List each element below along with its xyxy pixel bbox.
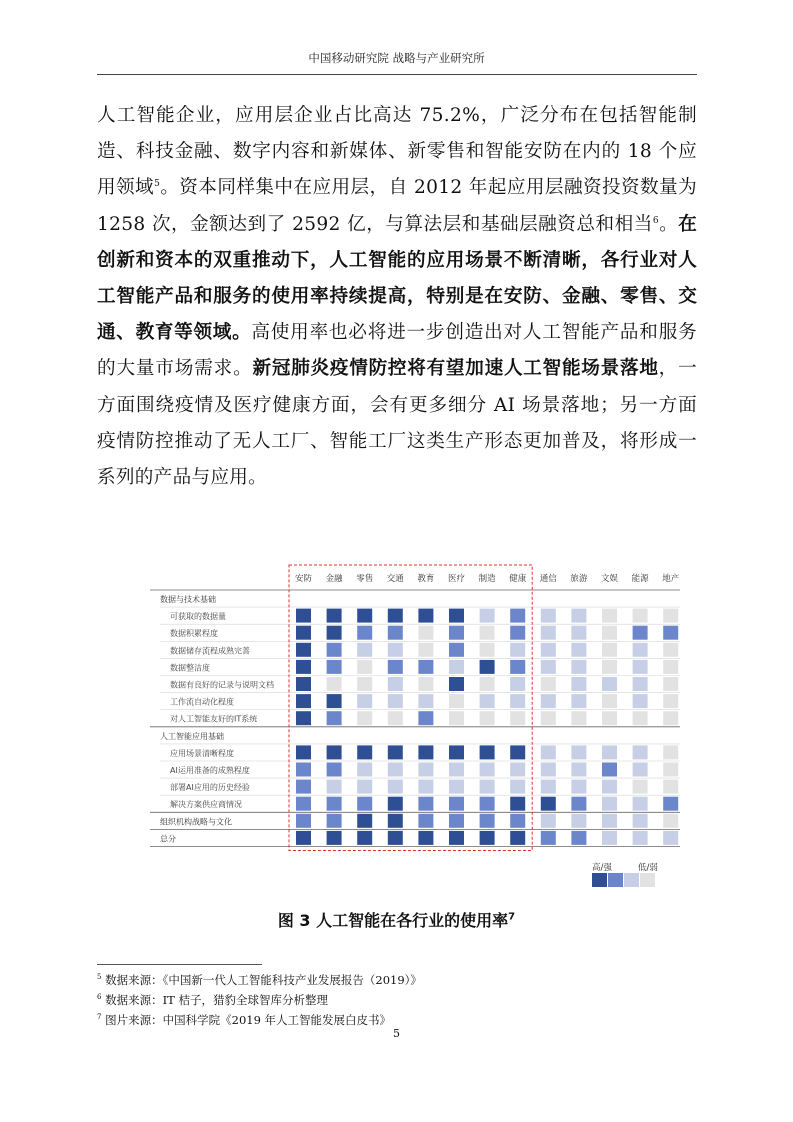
legend-high-label: 高/强 bbox=[592, 863, 612, 873]
heatmap-cell bbox=[633, 711, 648, 725]
bold-statement-1: 在创新和资本的双重推动下，人工智能的应用场景不断清晰，各行业对人工智能产品和服务的使用率持续提高，特别是在安防、金融、零售、交通、教育等领域。 bbox=[97, 213, 697, 344]
heatmap-cell bbox=[510, 780, 525, 794]
heatmap-cell bbox=[327, 694, 342, 708]
body-paragraph bbox=[97, 98, 697, 496]
heatmap-cell bbox=[357, 626, 372, 640]
industry-label: 文娱 bbox=[600, 574, 619, 584]
heatmap-cell bbox=[357, 814, 372, 828]
heatmap-cell bbox=[388, 677, 403, 691]
industry-label: 零售 bbox=[356, 574, 374, 584]
heatmap-cell bbox=[327, 609, 342, 623]
heatmap-cell bbox=[480, 763, 495, 777]
heatmap-cell bbox=[327, 626, 342, 640]
heatmap-cell bbox=[357, 797, 372, 811]
industry-label: 制造 bbox=[478, 574, 496, 584]
heatmap-cell bbox=[296, 626, 311, 640]
heatmap-cell bbox=[418, 780, 433, 794]
heatmap-cell bbox=[296, 831, 311, 845]
heatmap-cell bbox=[449, 677, 464, 691]
heatmap-cell bbox=[541, 763, 556, 777]
heatmap-cell bbox=[510, 694, 525, 708]
heatmap-cell bbox=[480, 831, 495, 845]
heatmap-cell bbox=[296, 711, 311, 725]
footnote-divider bbox=[97, 964, 262, 965]
heatmap-cell bbox=[510, 797, 525, 811]
heatmap-cell bbox=[449, 660, 464, 674]
heatmap-cell bbox=[602, 626, 617, 640]
heatmap-cell bbox=[602, 745, 617, 759]
heatmap-cell bbox=[327, 711, 342, 725]
row-label: 解决方案供应商情况 bbox=[170, 800, 242, 810]
heatmap-cell bbox=[388, 643, 403, 657]
heatmap-cell bbox=[449, 626, 464, 640]
highlight-box bbox=[289, 565, 532, 851]
heatmap-cell bbox=[357, 711, 372, 725]
heatmap-cell bbox=[480, 626, 495, 640]
heatmap-cell bbox=[602, 643, 617, 657]
heatmap-cell bbox=[510, 831, 525, 845]
heatmap-cell bbox=[663, 780, 678, 794]
heatmap-cell bbox=[480, 609, 495, 623]
heatmap-cell bbox=[633, 797, 648, 811]
heatmap-cell bbox=[602, 814, 617, 828]
heatmap-cell bbox=[388, 711, 403, 725]
header-divider bbox=[97, 74, 697, 75]
heatmap-cell bbox=[602, 694, 617, 708]
heatmap-cell bbox=[571, 797, 586, 811]
caption-prefix: 图 3 bbox=[277, 911, 311, 930]
heatmap-cell bbox=[633, 814, 648, 828]
heatmap-cell bbox=[510, 763, 525, 777]
row-label: 工作流自动化程度 bbox=[170, 697, 234, 707]
footnote-5: $^5$ 数据来源：《中国新一代人工智能科技产业发展报告（2019）》 bbox=[97, 972, 422, 987]
heatmap-cell bbox=[388, 797, 403, 811]
heatmap-cell bbox=[541, 831, 556, 845]
heatmap-cell bbox=[418, 626, 433, 640]
row-label: 部署AI应用的历史经验 bbox=[170, 783, 250, 793]
row-label: 数据积累程度 bbox=[170, 629, 218, 639]
row-label: 总分 bbox=[160, 834, 176, 844]
heatmap-cell bbox=[541, 694, 556, 708]
heatmap-cell bbox=[449, 711, 464, 725]
footnote-ref-5[interactable]: 5 bbox=[154, 179, 161, 190]
heatmap-cell bbox=[663, 694, 678, 708]
heatmap-cell bbox=[541, 643, 556, 657]
heatmap-cell bbox=[480, 745, 495, 759]
heatmap-cell bbox=[510, 745, 525, 759]
legend-swatch bbox=[608, 873, 623, 887]
body-text-2: 。资本同样集中在应用层，自 2012 年起应用层融资投资数量为 1258 次，金额达到了 2592 亿，与算法层和基础层融资总和相当 bbox=[97, 177, 697, 235]
heatmap-cell bbox=[633, 643, 648, 657]
heatmap-cell bbox=[571, 780, 586, 794]
heatmap-cell bbox=[602, 660, 617, 674]
heatmap-cell bbox=[541, 780, 556, 794]
heatmap-cell bbox=[296, 660, 311, 674]
heatmap-cell bbox=[541, 626, 556, 640]
heatmap-cell bbox=[541, 711, 556, 725]
heatmap-cell bbox=[418, 797, 433, 811]
heatmap-cell bbox=[296, 643, 311, 657]
heatmap-cell bbox=[388, 660, 403, 674]
heatmap-cell bbox=[296, 763, 311, 777]
heatmap-cell bbox=[480, 694, 495, 708]
heatmap-cell bbox=[480, 797, 495, 811]
heatmap-cell bbox=[327, 660, 342, 674]
heatmap-cell bbox=[663, 831, 678, 845]
footnote-6: $^6$ 数据来源：IT 桔子，猎豹全球智库分析整理 bbox=[97, 992, 328, 1007]
heatmap-cell bbox=[418, 660, 433, 674]
footnotes bbox=[97, 969, 422, 1028]
body-text-3: 。 bbox=[658, 213, 679, 235]
heatmap-cell bbox=[541, 677, 556, 691]
heatmap-cell bbox=[449, 831, 464, 845]
heatmap-cell bbox=[388, 780, 403, 794]
footnote-7: $^7$ 图片来源：中国科学院《2019 年人工智能发展白皮书》 bbox=[97, 1012, 392, 1027]
heatmap-cell bbox=[602, 763, 617, 777]
heatmap-cell bbox=[388, 763, 403, 777]
industry-label: 通信 bbox=[539, 574, 557, 584]
heatmap-cell bbox=[418, 609, 433, 623]
heatmap-cell bbox=[633, 609, 648, 623]
heatmap-cell bbox=[480, 814, 495, 828]
heatmap-cell bbox=[449, 609, 464, 623]
heatmap-cell bbox=[388, 814, 403, 828]
heatmap-cell bbox=[571, 677, 586, 691]
heatmap-cell bbox=[633, 626, 648, 640]
heatmap-cell bbox=[633, 694, 648, 708]
heatmap-cell bbox=[296, 677, 311, 691]
row-label: 应用场景清晰程度 bbox=[170, 748, 234, 758]
industry-label: 教育 bbox=[417, 574, 435, 584]
heatmap-cell bbox=[449, 780, 464, 794]
legend-swatch bbox=[640, 873, 655, 887]
industry-label: 交通 bbox=[386, 574, 404, 584]
heatmap-cell bbox=[633, 660, 648, 674]
row-label: 人工智能应用基础 bbox=[160, 731, 224, 741]
row-label: 对人工智能友好的IT系统 bbox=[170, 714, 258, 724]
heatmap-cell bbox=[571, 660, 586, 674]
heatmap-cell bbox=[418, 694, 433, 708]
heatmap-cell bbox=[327, 831, 342, 845]
heatmap-cell bbox=[296, 609, 311, 623]
heatmap-cell bbox=[418, 745, 433, 759]
heatmap-cell bbox=[449, 643, 464, 657]
industry-label: 安防 bbox=[294, 574, 313, 584]
heatmap-cell bbox=[327, 797, 342, 811]
heatmap-cell bbox=[571, 763, 586, 777]
row-label: 可获取的数据量 bbox=[170, 612, 226, 622]
industry-label: 医疗 bbox=[447, 574, 466, 584]
heatmap-cell bbox=[571, 745, 586, 759]
heatmap-cell bbox=[327, 780, 342, 794]
industry-label: 旅游 bbox=[570, 574, 588, 584]
heatmap-cell bbox=[510, 660, 525, 674]
figure-caption bbox=[0, 908, 793, 931]
heatmap-cell bbox=[663, 643, 678, 657]
page-number: 5 bbox=[393, 1027, 400, 1040]
running-header: 中国移动研究院 战略与产业研究所 bbox=[308, 51, 485, 65]
heatmap-cell bbox=[571, 626, 586, 640]
heatmap-cell bbox=[327, 745, 342, 759]
heatmap-cell bbox=[449, 763, 464, 777]
heatmap-cell bbox=[633, 763, 648, 777]
legend-low-label: 低/弱 bbox=[638, 863, 658, 873]
row-label: 数据与技术基础 bbox=[160, 595, 216, 604]
industry-label: 地产 bbox=[662, 574, 680, 584]
heatmap-cell bbox=[388, 745, 403, 759]
heatmap-cell bbox=[602, 831, 617, 845]
heatmap-cell bbox=[541, 660, 556, 674]
heatmap-cell bbox=[663, 677, 678, 691]
footnote-ref-6[interactable]: 6 bbox=[652, 215, 659, 226]
row-label: 组织机构战略与文化 bbox=[160, 817, 232, 827]
heatmap-cell bbox=[296, 814, 311, 828]
industry-label: 金融 bbox=[325, 574, 343, 584]
heatmap-cell bbox=[327, 814, 342, 828]
heatmap-cell bbox=[602, 609, 617, 623]
heatmap-cell bbox=[602, 780, 617, 794]
heatmap-cell bbox=[480, 711, 495, 725]
body-text-1: 人工智能企业，应用层企业占比高达 75.2%，广泛分布在包括智能制造、科技金融、数字内容和新媒体、新零售和智能安防在内的 18 个应用领域 bbox=[97, 105, 697, 199]
heatmap-cell bbox=[602, 711, 617, 725]
heatmap-cell bbox=[571, 643, 586, 657]
heatmap-cell bbox=[418, 831, 433, 845]
heatmap-cell bbox=[510, 711, 525, 725]
heatmap-cell bbox=[633, 780, 648, 794]
heatmap-cell bbox=[418, 677, 433, 691]
heatmap-cell bbox=[602, 677, 617, 691]
heatmap-cell bbox=[449, 797, 464, 811]
heatmap-cell bbox=[357, 831, 372, 845]
heatmap-cell bbox=[663, 711, 678, 725]
heatmap-cell bbox=[663, 626, 678, 640]
heatmap-cell bbox=[541, 814, 556, 828]
industry-label: 能源 bbox=[631, 574, 649, 584]
heatmap-cell bbox=[357, 643, 372, 657]
heatmap-cell bbox=[388, 831, 403, 845]
heatmap-cell bbox=[633, 745, 648, 759]
footnote-ref-7[interactable]: 7 bbox=[508, 911, 516, 923]
bold-statement-2: 新冠肺炎疫情防控将有望加速人工智能场景落地 bbox=[252, 358, 659, 380]
heatmap-cell bbox=[541, 745, 556, 759]
heatmap-cell bbox=[327, 677, 342, 691]
heatmap-cell bbox=[510, 814, 525, 828]
heatmap-cell bbox=[418, 814, 433, 828]
heatmap-cell bbox=[571, 694, 586, 708]
heatmap-cell bbox=[388, 694, 403, 708]
heatmap-cell bbox=[510, 609, 525, 623]
heatmap-cell bbox=[571, 711, 586, 725]
heatmap-cell bbox=[357, 677, 372, 691]
caption-text: 人工智能在各行业的使用率 bbox=[316, 911, 509, 930]
heatmap-cell bbox=[357, 745, 372, 759]
row-label: 数据整洁度 bbox=[170, 663, 210, 673]
heatmap-cell bbox=[296, 745, 311, 759]
heatmap-cell bbox=[602, 797, 617, 811]
heatmap-cell bbox=[388, 626, 403, 640]
industry-usage-heatmap bbox=[150, 560, 680, 900]
heatmap-cell bbox=[357, 694, 372, 708]
heatmap-cell bbox=[327, 643, 342, 657]
heatmap-cell bbox=[418, 763, 433, 777]
heatmap-cell bbox=[541, 797, 556, 811]
heatmap-cell bbox=[296, 780, 311, 794]
heatmap-cell bbox=[510, 643, 525, 657]
heatmap-cell bbox=[388, 609, 403, 623]
heatmap-cell bbox=[663, 609, 678, 623]
legend-swatch bbox=[592, 873, 607, 887]
heatmap-cell bbox=[480, 677, 495, 691]
heatmap-cell bbox=[541, 609, 556, 623]
heatmap-cell bbox=[510, 626, 525, 640]
body-text-4: 高使用率也必将进一步创造出对人工智能产品和服务的大量市场需求。 bbox=[97, 322, 697, 380]
heatmap-cell bbox=[480, 780, 495, 794]
heatmap-cell bbox=[296, 797, 311, 811]
heatmap-cell bbox=[357, 660, 372, 674]
heatmap-cell bbox=[480, 660, 495, 674]
heatmap-cell bbox=[633, 677, 648, 691]
heatmap-cell bbox=[418, 643, 433, 657]
heatmap-cell bbox=[296, 694, 311, 708]
row-label: 数据储存流程成熟完善 bbox=[170, 646, 250, 656]
heatmap-cell bbox=[663, 745, 678, 759]
row-label: 数据有良好的记录与说明文档 bbox=[170, 680, 274, 690]
heatmap-cell bbox=[449, 745, 464, 759]
heatmap-cell bbox=[449, 814, 464, 828]
heatmap-cell bbox=[357, 763, 372, 777]
heatmap-cell bbox=[663, 814, 678, 828]
heatmap-cell bbox=[480, 643, 495, 657]
heatmap-cell bbox=[327, 763, 342, 777]
heatmap-cell bbox=[571, 831, 586, 845]
heatmap-cell bbox=[571, 814, 586, 828]
heatmap-cell bbox=[571, 609, 586, 623]
heatmap-cell bbox=[357, 609, 372, 623]
heatmap-cell bbox=[663, 660, 678, 674]
heatmap-cell bbox=[663, 763, 678, 777]
heatmap-cell bbox=[357, 780, 372, 794]
row-label: AI运用准备的成熟程度 bbox=[170, 766, 250, 775]
heatmap-cell bbox=[449, 694, 464, 708]
heatmap-cell bbox=[663, 797, 678, 811]
industry-label: 健康 bbox=[509, 574, 527, 584]
heatmap-cell bbox=[633, 831, 648, 845]
body-text-5: ，一方面围绕疫情及医疗健康方面，会有更多细分 AI 场景落地；另一方面疫情防控推动了无人工厂、智能工厂这类生产形态更加普及，将形成一系列的产品与应用。 bbox=[97, 358, 698, 489]
heatmap-cell bbox=[418, 711, 433, 725]
legend-swatch bbox=[624, 873, 639, 887]
heatmap-cell bbox=[510, 677, 525, 691]
